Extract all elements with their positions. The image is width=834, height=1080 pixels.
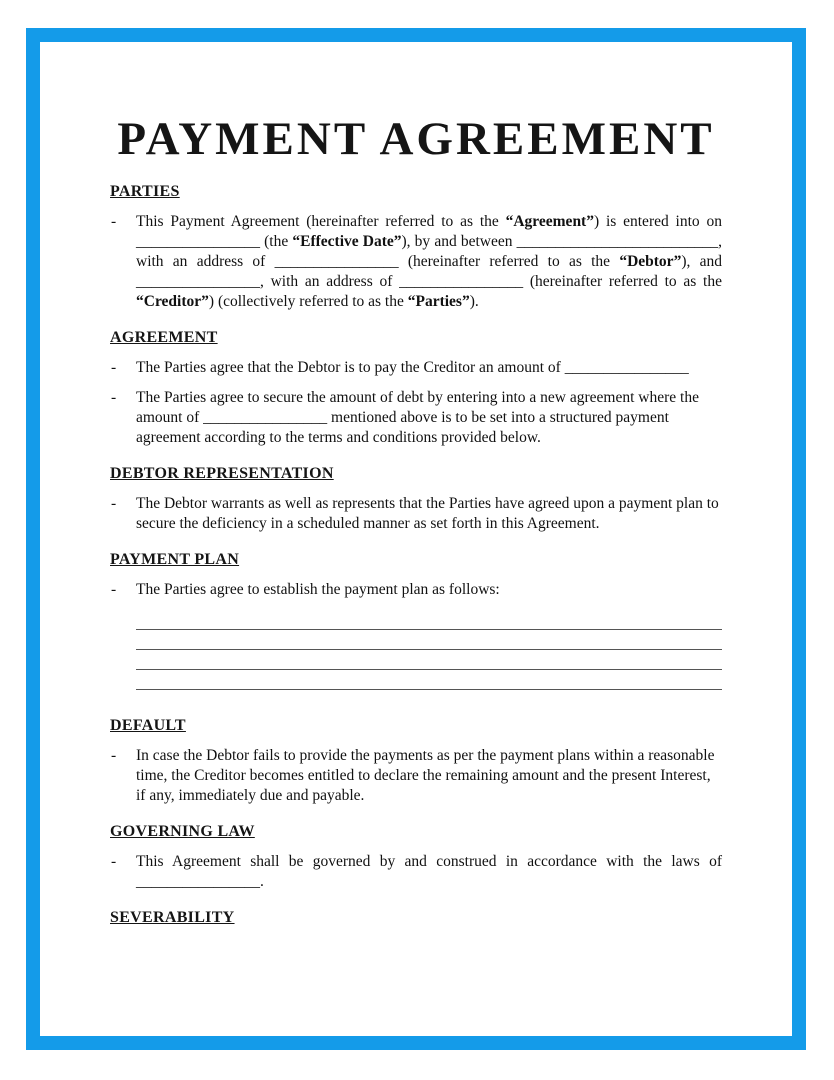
page-border bbox=[26, 28, 806, 1050]
payment-plan-write-line bbox=[136, 650, 722, 670]
payment-plan-write-line bbox=[136, 610, 722, 630]
list-item-text: This Agreement shall be governed by and construed in accordance with the laws of ________________. bbox=[136, 853, 722, 890]
heading-parties: PARTIES bbox=[110, 183, 180, 200]
dash-marker: - bbox=[111, 389, 117, 406]
list-item-text: In case the Debtor fails to provide the payments as per the payment plans within a reasonable time, the Creditor becomes entitled to declare the remaining amount and the present Interest, if any, immediately due and payable. bbox=[136, 747, 715, 804]
dash-marker: - bbox=[111, 747, 117, 764]
list-item bbox=[110, 388, 722, 448]
heading-governing-law: GOVERNING LAW bbox=[110, 823, 255, 840]
spacer bbox=[110, 690, 722, 700]
section-governing-law bbox=[110, 822, 722, 892]
dash-marker: - bbox=[111, 495, 117, 512]
document-title: PAYMENT AGREEMENT bbox=[117, 113, 715, 165]
heading-severability: SEVERABILITY bbox=[110, 909, 235, 926]
list-item-text: The Parties agree to secure the amount of debt by entering into a new agreement where the amount of ________________ mentioned above is to be set into a structured payment agreement according to the terms and conditions provided below. bbox=[136, 389, 699, 446]
dash-marker: - bbox=[111, 581, 117, 598]
list-item-text: The Parties agree to establish the payment plan as follows: bbox=[136, 581, 500, 598]
dash-marker: - bbox=[111, 853, 117, 870]
list-item bbox=[110, 212, 722, 312]
list-item bbox=[110, 494, 722, 534]
list-item bbox=[110, 852, 722, 892]
payment-plan-write-lines bbox=[136, 610, 722, 690]
list-item bbox=[110, 580, 722, 600]
document-body bbox=[40, 112, 792, 928]
section-severability bbox=[110, 908, 722, 928]
heading-payment-plan: PAYMENT PLAN bbox=[110, 551, 240, 568]
payment-plan-write-line bbox=[136, 630, 722, 650]
section-payment-plan bbox=[110, 550, 722, 700]
heading-default: DEFAULT bbox=[110, 717, 186, 734]
dash-marker: - bbox=[111, 213, 117, 230]
section-debtor-representation bbox=[110, 464, 722, 534]
heading-debtor-representation: DEBTOR REPRESENTATION bbox=[110, 465, 334, 482]
list-item-text: The Parties agree that the Debtor is to pay the Creditor an amount of ________________ bbox=[136, 359, 689, 376]
list-item-text: The Debtor warrants as well as represents that the Parties have agreed upon a payment plan to secure the deficiency in a scheduled manner as set forth in this Agreement. bbox=[136, 495, 719, 532]
payment-plan-write-line bbox=[136, 670, 722, 690]
section-agreement bbox=[110, 328, 722, 448]
section-parties bbox=[110, 182, 722, 312]
list-item bbox=[110, 746, 722, 806]
dash-marker: - bbox=[111, 359, 117, 376]
heading-agreement: AGREEMENT bbox=[110, 329, 218, 346]
section-default bbox=[110, 716, 722, 806]
list-item bbox=[110, 358, 722, 378]
list-item-text: This Payment Agreement (hereinafter referred to as the “Agreement”) is entered into on ________________ (the “Effective Date”), by and between __________________________, with an address of ________________ (hereinafter referred to as the “Debtor”), and ________________, with an address of ________________ (hereinafter referred to as the “Creditor”) (collectively referred to as the “Parties”). bbox=[136, 213, 722, 310]
